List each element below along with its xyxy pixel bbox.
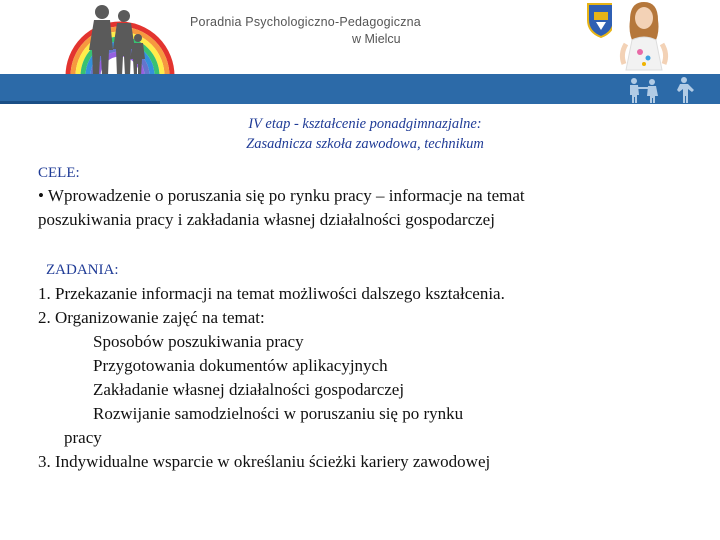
stage-title: IV etap - kształcenie ponadgimnazjalne: (248, 116, 482, 132)
task-subitem-4: Rozwijanie samodzielności w poruszaniu się po rynku (93, 404, 464, 423)
task-subitem-3: Zakładanie własnej działalności gospodarczej (93, 380, 405, 399)
task-item-2: 2. Organizowanie zajęć na temat: (38, 308, 265, 327)
goals-text-line2: poszukiwania pracy i zakładania własnej działalności gospodarczej (38, 210, 495, 229)
task-subitem-2: Przygotowania dokumentów aplikacyjnych (93, 356, 388, 375)
tasks-heading: ZADANIA: (46, 262, 119, 278)
school-types: Zasadnicza szkoła zawodowa, technikum (246, 136, 484, 152)
task-subitem-4-continuation: pracy (64, 428, 102, 447)
goals-text-line1: • Wprowadzenie o poruszania się po rynku pracy – informacje na temat (38, 186, 525, 205)
organization-city: w Mielcu (352, 32, 401, 46)
task-subitem-1: Sposobów poszukiwania pracy (93, 332, 304, 351)
band-accent-line (0, 101, 160, 104)
task-item-3: 3. Indywidualne wsparcie w określaniu ścieżki kariery zawodowej (38, 452, 491, 471)
girl-photo (612, 0, 674, 76)
organization-name: Poradnia Psychologiczno-Pedagogiczna (190, 15, 421, 29)
header (0, 0, 720, 80)
people-silhouettes-icon (612, 76, 712, 104)
goals-heading: CELE: (38, 165, 80, 181)
rainbow-family-logo (60, 0, 180, 78)
task-item-1: 1. Przekazanie informacji na temat możliwości dalszego kształcenia. (38, 284, 505, 303)
